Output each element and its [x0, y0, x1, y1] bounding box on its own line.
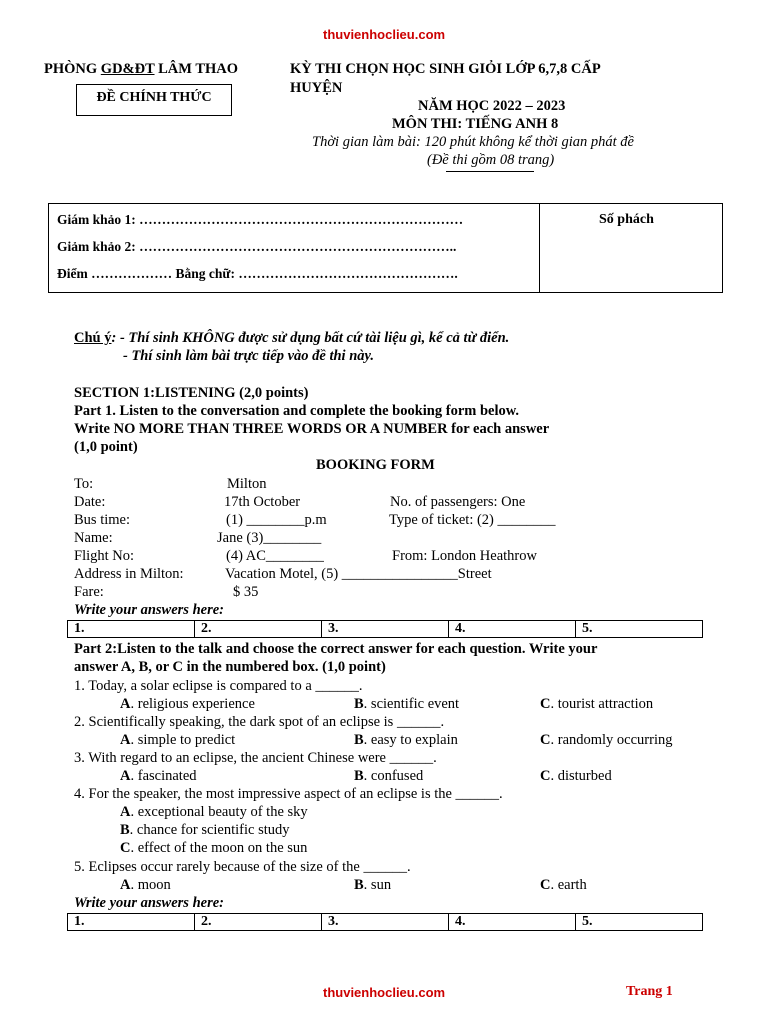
- form-fare-label: Fare:: [74, 584, 104, 600]
- score-line: Điểm ……………… Bằng chữ: ………………………………………….: [57, 266, 458, 281]
- part1-write-here: Write your answers here:: [74, 602, 224, 618]
- form-passengers: No. of passengers: One: [390, 494, 526, 510]
- site-name: thuvienhoclieu: [323, 27, 415, 42]
- q2-option-b: [354, 732, 458, 749]
- option-letter: C: [540, 877, 551, 893]
- note-label: Chú ý: [74, 330, 112, 346]
- form-date-value: 17th October: [224, 494, 301, 510]
- form-flight-label: Flight No:: [74, 548, 135, 564]
- q1-option-b: [354, 696, 459, 713]
- option-letter: A: [120, 696, 131, 712]
- note-text-1: : - Thí sinh KHÔNG được sử dụng bất cứ tài liệu gì, kể cả từ điển.: [111, 330, 510, 346]
- part2-instruction-2: answer A, B, or C in the numbered box. (1,0 point): [74, 659, 386, 675]
- site-name: thuvienhoclieu: [323, 985, 415, 1000]
- note-line-1: [74, 330, 509, 347]
- exam-time: Thời gian làm bài: 120 phút không kể thời gian phát đề: [312, 134, 634, 150]
- dept-abbrev: GD&ĐT: [100, 61, 155, 77]
- option-text: . fascinated: [130, 768, 197, 784]
- q5-option-b: [354, 877, 391, 894]
- answer-cell-3[interactable]: 3.: [322, 914, 449, 931]
- option-letter: C: [120, 840, 131, 856]
- form-flight-value: (4) AC________: [226, 548, 324, 564]
- form-from: From: London Heathrow: [392, 548, 537, 564]
- q5-option-c: [540, 877, 587, 894]
- official-exam-box: ĐỀ CHÍNH THỨC: [76, 84, 232, 116]
- option-text: . sun: [363, 877, 392, 893]
- part2-answer-table: [67, 913, 703, 931]
- examiner-box: [48, 203, 723, 293]
- booking-form-title: BOOKING FORM: [316, 457, 435, 473]
- table-row: [68, 914, 703, 931]
- part2-write-here: Write your answers here:: [74, 895, 224, 911]
- answer-cell-4[interactable]: 4.: [449, 621, 576, 638]
- exam-subject: MÔN THI: TIẾNG ANH 8: [392, 116, 559, 132]
- answer-cell-5[interactable]: 5.: [576, 914, 703, 931]
- form-bus-value: (1) ________p.m: [226, 512, 327, 528]
- option-text: . disturbed: [550, 768, 612, 784]
- answer-cell-5[interactable]: 5.: [576, 621, 703, 638]
- option-text: . earth: [550, 877, 587, 893]
- site-header-brand: [323, 27, 445, 42]
- option-text: . tourist attraction: [550, 696, 654, 712]
- form-ticket-type: Type of ticket: (2) ________: [389, 512, 556, 528]
- q4-option-c: [120, 840, 307, 857]
- option-text: . confused: [363, 768, 424, 784]
- answer-cell-3[interactable]: 3.: [322, 621, 449, 638]
- option-text: . effect of the moon on the sun: [130, 840, 308, 856]
- option-text: . moon: [130, 877, 171, 893]
- option-letter: B: [120, 822, 130, 838]
- part1-instruction-1: Part 1. Listen to the conversation and complete the booking form below.: [74, 403, 520, 419]
- form-address-label: Address in Milton:: [74, 566, 184, 582]
- option-letter: A: [120, 732, 131, 748]
- form-date-label: Date:: [74, 494, 106, 510]
- option-text: . simple to predict: [130, 732, 236, 748]
- question-2: 2. Scientifically speaking, the dark spot of an eclipse is ______.: [74, 714, 445, 730]
- option-letter: C: [540, 696, 551, 712]
- department-name: [44, 61, 238, 78]
- page-number: Trang 1: [626, 984, 673, 999]
- table-row: [68, 621, 703, 638]
- option-letter: B: [354, 877, 364, 893]
- q4-option-a: [120, 804, 308, 821]
- option-text: . chance for scientific study: [129, 822, 290, 838]
- code-label: Số phách: [599, 212, 654, 227]
- examiner-box-divider: [539, 204, 540, 292]
- part1-answer-table: [67, 620, 703, 638]
- option-letter: B: [354, 696, 364, 712]
- option-text: . scientific event: [363, 696, 460, 712]
- part1-instruction-3: (1,0 point): [74, 439, 138, 455]
- examiner-2-line: Giảm khảo 2: ……………………………………………………………..: [57, 239, 457, 254]
- option-letter: B: [354, 768, 364, 784]
- q5-option-a: [120, 877, 171, 894]
- option-letter: B: [354, 732, 364, 748]
- option-letter: A: [120, 804, 131, 820]
- q3-option-a: [120, 768, 197, 785]
- form-to-label: To:: [74, 476, 94, 492]
- form-name-label: Name:: [74, 530, 113, 546]
- answer-cell-4[interactable]: 4.: [449, 914, 576, 931]
- option-text: . exceptional beauty of the sky: [130, 804, 308, 820]
- part2-instruction-1: Part 2:Listen to the talk and choose the correct answer for each question. Write your: [74, 641, 598, 657]
- option-text: . religious experience: [130, 696, 255, 712]
- dept-suffix: LÂM THAO: [154, 61, 239, 77]
- option-letter: A: [120, 877, 131, 893]
- note-line-2: - Thí sinh làm bài trực tiếp vào đề thi này.: [123, 348, 375, 364]
- question-4: 4. For the speaker, the most impressive aspect of an eclipse is the ______.: [74, 786, 503, 802]
- option-text: . randomly occurring: [550, 732, 673, 748]
- exam-pages: (Đề thi gồm 08 trang): [427, 152, 555, 168]
- question-3: 3. With regard to an eclipse, the ancient Chinese were ______.: [74, 750, 437, 766]
- q1-option-a: [120, 696, 255, 713]
- form-to-value: Milton: [227, 476, 267, 492]
- site-tld: .com: [414, 27, 446, 42]
- examiner-1-line: Giám khảo 1: ………………………………………………………………: [57, 212, 464, 227]
- header-divider: [446, 171, 534, 172]
- answer-cell-2[interactable]: 2.: [195, 914, 322, 931]
- q2-option-c: [540, 732, 673, 749]
- section1-title: SECTION 1:LISTENING (2,0 points): [74, 385, 309, 401]
- form-address-value: Vacation Motel, (5) ________________Street: [225, 566, 492, 582]
- option-letter: A: [120, 768, 131, 784]
- option-text: . easy to explain: [363, 732, 458, 748]
- site-footer-brand: [323, 985, 445, 1000]
- site-tld: .com: [414, 985, 446, 1000]
- q4-option-b: [120, 822, 290, 839]
- q3-option-b: [354, 768, 423, 785]
- part1-instruction-2: Write NO MORE THAN THREE WORDS OR A NUMBER for each answer: [74, 421, 550, 437]
- exam-title-line1: KỲ THI CHỌN HỌC SINH GIỎI LỚP 6,7,8 CẤP: [290, 61, 601, 77]
- q2-option-a: [120, 732, 235, 749]
- dept-prefix: PHÒNG: [44, 61, 101, 77]
- form-name-value: Jane (3)________: [217, 530, 322, 546]
- answer-cell-1[interactable]: 1.: [68, 621, 195, 638]
- q1-option-c: [540, 696, 653, 713]
- question-1: 1. Today, a solar eclipse is compared to a ______.: [74, 678, 363, 694]
- school-year: NĂM HỌC 2022 – 2023: [418, 98, 566, 114]
- q3-option-c: [540, 768, 612, 785]
- exam-title-line2: HUYỆN: [290, 80, 343, 96]
- form-fare-value: $ 35: [233, 584, 259, 600]
- option-letter: C: [540, 732, 551, 748]
- answer-cell-2[interactable]: 2.: [195, 621, 322, 638]
- question-5: 5. Eclipses occur rarely because of the size of the ______.: [74, 859, 411, 875]
- option-letter: C: [540, 768, 551, 784]
- answer-cell-1[interactable]: 1.: [68, 914, 195, 931]
- form-bus-label: Bus time:: [74, 512, 130, 528]
